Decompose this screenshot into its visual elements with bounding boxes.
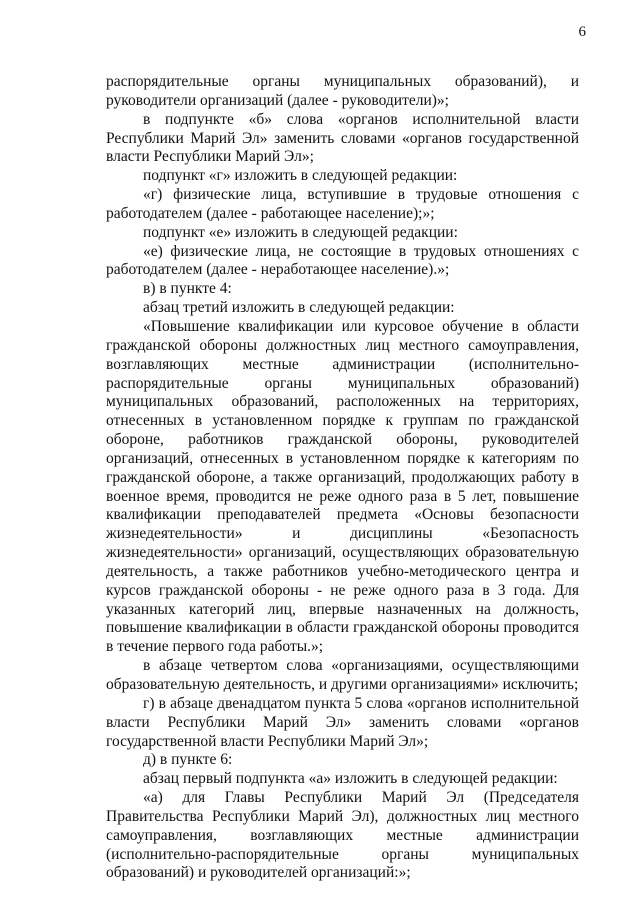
paragraph: распорядительные органы муниципальных образований), и руководители организаций (далее - руководители)»; (106, 73, 579, 109)
paragraph: «а) для Главы Республики Марий Эл (Председателя Правительства Республики Марий Эл), должностных лиц местного самоуправления, возглавляющих местные администрации (исполнительно-распорядительные органы муниципальных образований) и руководителей организаций:»; (106, 789, 579, 882)
paragraph: абзац первый подпункта «а» изложить в следующей редакции: (143, 770, 558, 788)
paragraph: подпункт «г» изложить в следующей редакции: (143, 167, 458, 185)
paragraph: в подпункте «б» слова «органов исполнительной власти Республики Марий Эл» заменить словами «органов государственной власти Республики Марий Эл»; (106, 110, 579, 166)
paragraph: в) в пункте 4: (143, 280, 232, 298)
paragraph: г) в абзаце двенадцатом пункта 5 слова «органов исполнительной власти Республики Марий Эл» заменить словами «органов государственной власти Республики Марий Эл»; (106, 694, 579, 750)
paragraph: в абзаце четвертом слова «организациями, осуществляющими образовательную деятельность, и другими организациями» исключить; (106, 657, 579, 693)
paragraph: «г) физические лица, вступившие в трудовые отношения с работодателем (далее - работающее население);»; (106, 186, 579, 222)
paragraph: д) в пункте 6: (143, 751, 233, 769)
paragraph: подпункт «е» изложить в следующей редакции: (143, 223, 458, 241)
page-number: 6 (578, 24, 586, 40)
paragraph: «е) физические лица, не состоящие в трудовых отношениях с работодателем (далее - неработающее население).»; (106, 242, 579, 279)
document-body (106, 73, 579, 883)
paragraph: «Повышение квалификации или курсовое обучение в области гражданской обороны должностных лиц местного самоуправления, возглавляющих местные администрации (исполнительно-распорядительные органы муниципальных образований) муниципальных образований, расположенных на территориях, отнесенных в установленном порядке к группам по гражданской обороне, работников гражданской обороны, руководителей организаций, отнесенных в установленном порядке к категориям по гражданской обороне, а также организаций, продолжающих работу в военное время, проводится не реже одного раза в 5 лет, повышение квалификации преподавателей предмета «Основы безопасности жизнедеятельности» и дисциплины «Безопасность жизнедеятельности» организаций, осуществляющих образовательную деятельность, а также работников учебно-методического центра и курсов гражданской обороны - не реже одного раза в 3 года. Для указанных категорий лиц, впервые назначенных на должность, повышение квалификации в области гражданской обороны проводится в течение первого года работы.»; (106, 317, 579, 656)
paragraph: абзац третий изложить в следующей редакции: (143, 299, 455, 317)
